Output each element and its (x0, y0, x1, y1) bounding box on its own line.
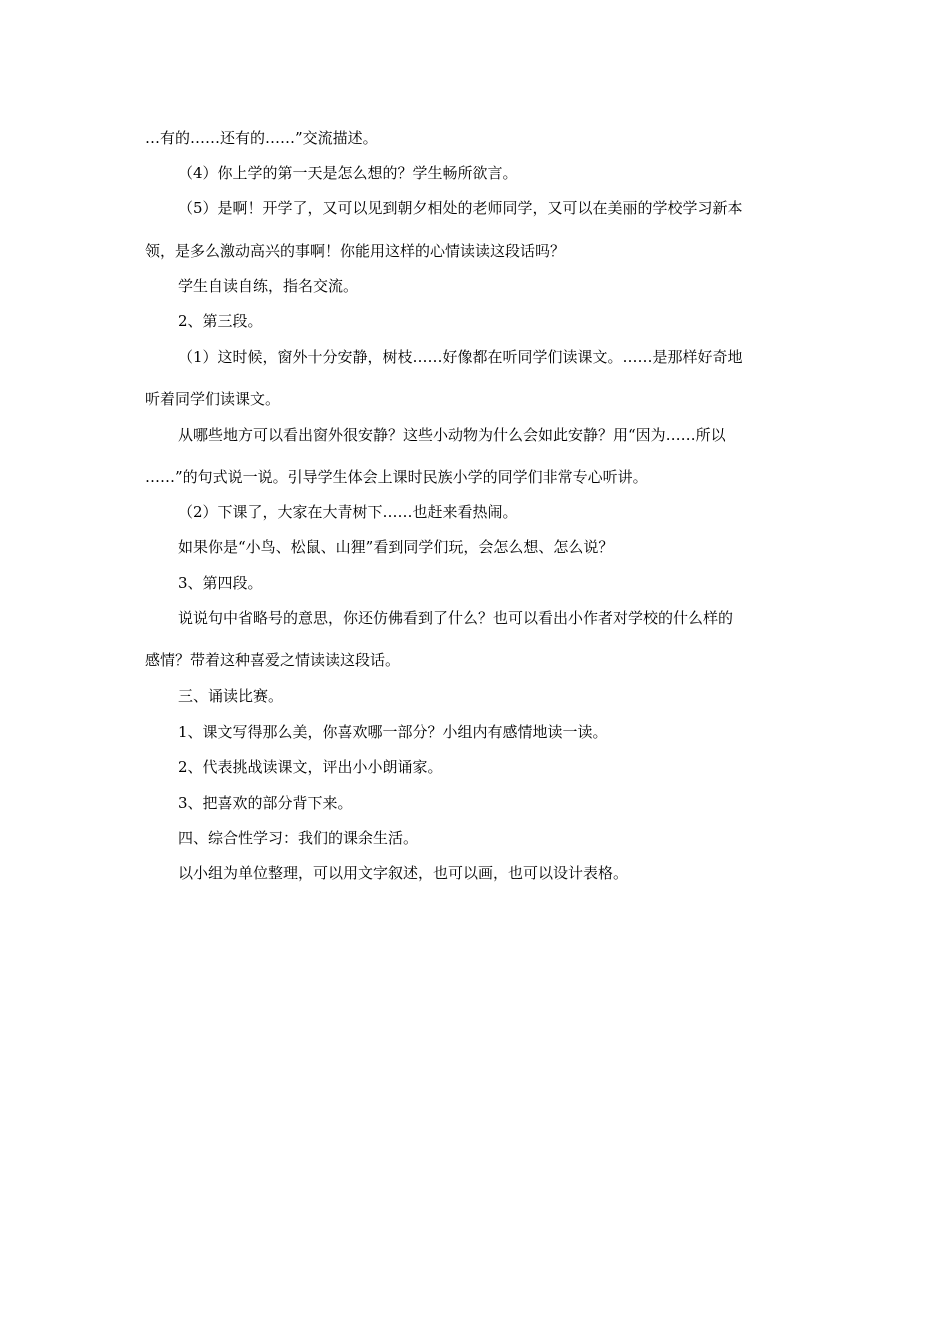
section-heading: 2、第三段。 (178, 312, 263, 330)
paragraph-line: 3、把喜欢的部分背下来。 (178, 794, 353, 812)
paragraph-line: ……”的句式说一说。引导学生体会上课时民族小学的同学们非常专心听讲。 (145, 468, 648, 486)
paragraph-line: 2、代表挑战读课文，评出小小朗诵家。 (178, 758, 443, 776)
paragraph-line: …有的……还有的……”交流描述。 (145, 129, 378, 147)
paragraph-line: （4）你上学的第一天是怎么想的？学生畅所欲言。 (178, 164, 518, 182)
paragraph-line: 领，是多么激动高兴的事啊！你能用这样的心情读读这段话吗？ (145, 242, 566, 260)
paragraph-line: （5）是啊！开学了，又可以见到朝夕相处的老师同学，又可以在美丽的学校学习新本 (178, 199, 743, 217)
section-heading: 三、诵读比赛。 (178, 687, 284, 705)
paragraph-line: 学生自读自练，指名交流。 (178, 277, 359, 295)
paragraph-line: 从哪些地方可以看出窗外很安静？这些小动物为什么会如此安静？用“因为……所以 (178, 426, 726, 444)
paragraph-line: 听着同学们读课文。 (145, 390, 281, 408)
paragraph-line: 1、课文写得那么美，你喜欢哪一部分？小组内有感情地读一读。 (178, 723, 608, 741)
paragraph-line: （2）下课了，大家在大青树下……也赶来看热闹。 (178, 503, 518, 521)
section-heading: 3、第四段。 (178, 574, 263, 592)
paragraph-line: 如果你是“小鸟、松鼠、山狸”看到同学们玩，会怎么想、怎么说？ (178, 538, 614, 556)
section-heading: 四、综合性学习：我们的课余生活。 (178, 829, 419, 847)
paragraph-line: 说说句中省略号的意思，你还仿佛看到了什么？也可以看出小作者对学校的什么样的 (178, 609, 734, 627)
paragraph-line: （1）这时候，窗外十分安静，树枝……好像都在听同学们读课文。……是那样好奇地 (178, 348, 743, 366)
paragraph-line: 感情？带着这种喜爱之情读读这段话。 (145, 651, 401, 669)
paragraph-line: 以小组为单位整理，可以用文字叙述，也可以画，也可以设计表格。 (178, 864, 629, 882)
